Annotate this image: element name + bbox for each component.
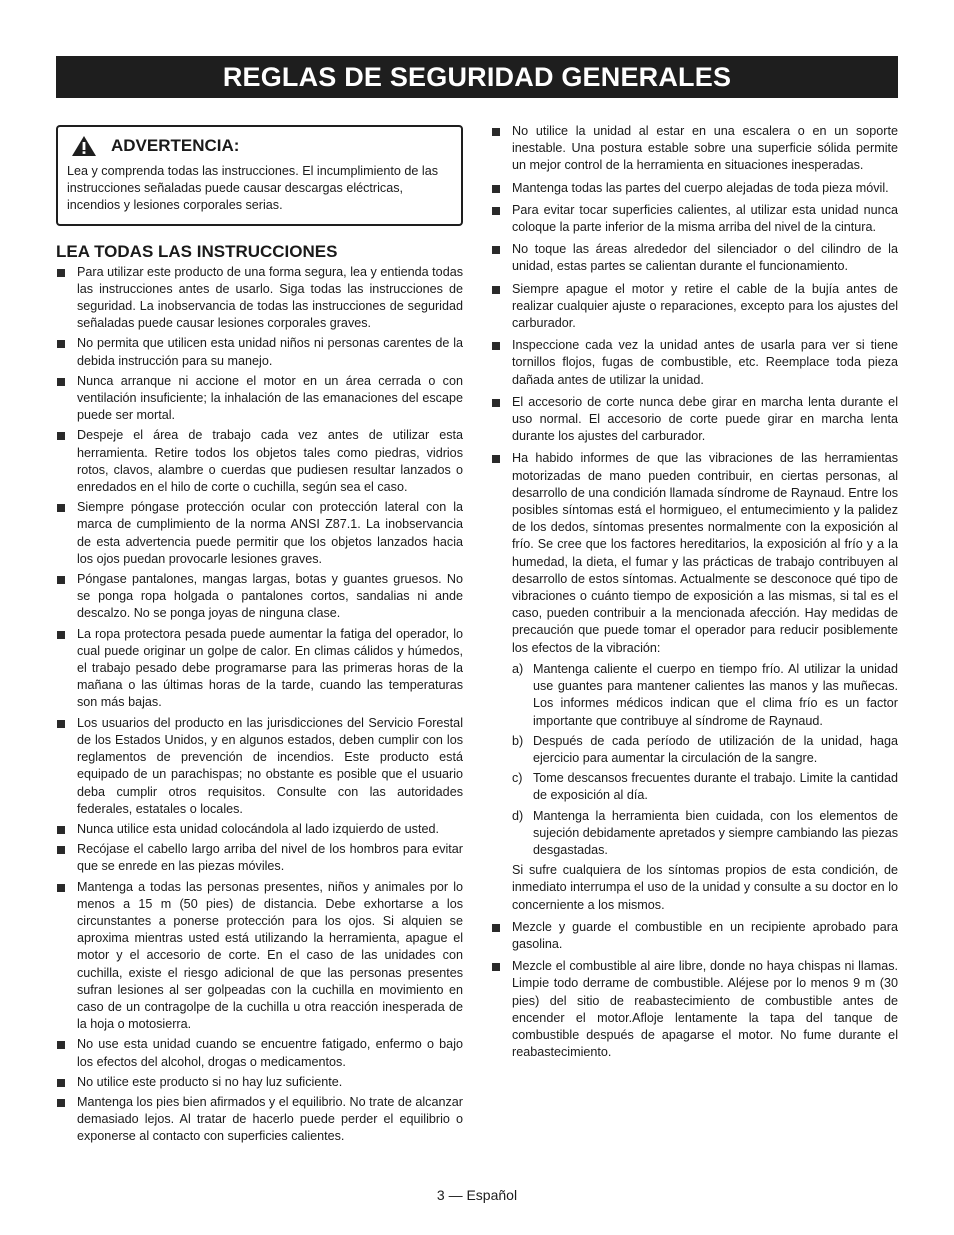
warning-text: Lea y comprenda todas las instrucciones. El incumplimiento de las instrucciones señaladas puede causar descargas eléctricas, incendios y lesiones corporales serias. <box>67 164 439 213</box>
sub-item-label: b) <box>512 733 524 748</box>
sub-list-item <box>512 733 898 767</box>
list-item: La ropa protectora pesada puede aumentar la fatiga del operador, lo cual puede originar un golpe de calor. En climas cálidos y húmedos, el trabajo pesado debe programarse para las primeras horas de la mañana o las últimas horas de la tarde, cuando las temperaturas son más bajas. <box>56 626 463 712</box>
sub-item-text: Después de cada período de utilización de la unidad, haga ejercicio para aumentar la circulación de la sangre. <box>533 733 898 765</box>
sub-list-item <box>512 808 898 860</box>
left-column <box>56 125 463 1149</box>
list-item: Los usuarios del producto en las jurisdicciones del Servicio Forestal de los Estados Unidos, y en algunos estados, deben cumplir con los reglamentos de prevención de incendios. Este producto está equipado de un parachispas; no obstante es posible que el usuario deba cumplir otros requisitos. Consulte con las autoridades federales, estatales o locales. <box>56 715 463 818</box>
list-item: Despeje el área de trabajo cada vez antes de utilizar esta herramienta. Retire todos los objetos tales como piedras, vidrios rotos, clavos, alambre o cuerdas que pudiesen resultar lanzados o enredados en el hilo de corte o cuchilla, según sea el caso. <box>56 427 463 496</box>
left-bullet-list <box>56 264 463 1146</box>
vibration-closing: Si sufre cualquiera de los síntomas propios de esta condición, de inmediato interrumpa el uso de la unidad y consulte a su doctor en lo concerniente a los mismos. <box>512 863 898 912</box>
sub-item-label: d) <box>512 808 524 823</box>
section-heading: LEA TODAS LAS INSTRUCCIONES <box>56 241 338 261</box>
list-item: Mantenga todas las partes del cuerpo alejadas de toda pieza móvil. <box>491 180 898 197</box>
list-item: Recójase el cabello largo arriba del nivel de los hombros para evitar que se enrede en las piezas móviles. <box>56 841 463 875</box>
vibration-list <box>491 450 898 913</box>
sub-item-label: c) <box>512 771 523 786</box>
sub-item-text: Tome descansos frecuentes durante el trabajo. Limite la cantidad de exposición al día. <box>533 771 898 803</box>
list-item: No toque las áreas alrededor del silenciador o del cilindro de la unidad, estas partes se calientan durante el funcionamiento. <box>491 241 898 275</box>
list-item: Nunca utilice esta unidad colocándola al lado izquierdo de usted. <box>56 821 463 838</box>
list-item: Nunca arranque ni accione el motor en un área cerrada o con ventilación insuficiente; la inhalación de las emanaciones del escape puede ser mortal. <box>56 373 463 425</box>
page-footer: 3 — Español <box>436 1187 518 1203</box>
list-item: No permita que utilicen esta unidad niños ni personas carentes de la debida instrucción para su manejo. <box>56 335 463 369</box>
list-item: Póngase pantalones, mangas largas, botas y guantes gruesos. No se ponga ropa holgada o pantalones cortos, sandalias ni ande descalzo. No se ponga joyas de ninguna clase. <box>56 571 463 623</box>
list-item: Siempre póngase protección ocular con protección lateral con la marca de cumplimiento de la norma ANSI Z87.1. La inobservancia de esta advertencia puede permitir que los objetos lanzados hacia los ojos puedan provocarle lesiones graves. <box>56 499 463 568</box>
right-bullet-list-b <box>491 919 898 1062</box>
list-item: No utilice este producto si no hay luz suficiente. <box>56 1074 463 1091</box>
right-column <box>491 123 898 1066</box>
sub-list-item <box>512 770 898 804</box>
warning-box <box>56 125 463 226</box>
warning-triangle-icon <box>71 135 97 157</box>
sub-item-text: Mantenga caliente el cuerpo en tiempo frío. Al utilizar la unidad use guantes para mantener calientes las manos y las muñecas. Los informes médicos indican que el clima frío es un factor importante que contribuye al síndrome de Raynaud. <box>533 661 898 728</box>
page-title: REGLAS DE SEGURIDAD GENERALES <box>56 56 898 98</box>
sub-item-label: a) <box>512 661 524 676</box>
list-item: No use esta unidad cuando se encuentre fatigado, enfermo o bajo los efectos del alcohol, drogas o medicamentos. <box>56 1036 463 1070</box>
warning-header <box>67 135 452 157</box>
list-item-vibration <box>491 450 898 913</box>
list-item: Inspeccione cada vez la unidad antes de usarla para ver si tiene tornillos flojos, fugas de combustible, etc. Reemplace toda pieza dañada antes de utilizar la unidad. <box>491 337 898 389</box>
list-item: Mantenga a todas las personas presentes, niños y animales por lo menos a 15 m (50 pies) de distancia. Debe exhortarse a los circunstantes a ponerse protección para los ojos. Si alquien se aproxima mientras usted está utilizando la herramienta, apague el motor y el accesorio de corte. En el caso de las unidades con cuchilla, existe el riesgo adicional de que las personas presentes sufran lesiones al ser golpeadas con la cuchilla en movimiento en caso de un contragolpe de la cuchilla u otra reacción inesperada de la hoja o motosierra. <box>56 879 463 1034</box>
list-item: No utilice la unidad al estar en una escalera o en un soporte inestable. Una postura estable sobre una superficie sólida permite un mejor control de la herramienta en situaciones inesperadas. <box>491 123 898 175</box>
right-bullet-list-a <box>491 123 898 445</box>
list-item: Para evitar tocar superficies calientes, al utilizar esta unidad nunca coloque la parte inferior de la misma arriba del nivel de la cintura. <box>491 202 898 236</box>
vibration-text: Ha habido informes de que las vibraciones de las herramientas motorizadas de mano pueden contribuir, en ciertas personas, al desarrollo de una condición llamada síndrome de Raynaud. Entre los posibles síntomas está el hormigueo, el entumecimiento y la palidez de los dedos, síntomas presentes normalmente con la exposición al frío. Se cree que los factores hereditarios, la exposición al frío y a la humedad, la dieta, el fumar y las prácticas de trabajo contribuyen al desarrollo de estos síntomas. Actualmente se desconoce qué tipo de vibraciones o cuánto tiempo de exposición a las mismas, si tal es el caso, pueden contribuir a la mencionada afección. Hay medidas de precaución que puede tomar el operador para reducir posiblemente los efectos de la vibración: <box>512 451 898 655</box>
list-item: Mantenga los pies bien afirmados y el equilibrio. No trate de alcanzar demasiado lejos. Al tratar de hacerlo puede perder el equilibrio o exponerse al contacto con superficies calientes. <box>56 1094 463 1146</box>
list-item: Para utilizar este producto de una forma segura, lea y entienda todas las instrucciones antes de usarlo. Siga todas las instrucciones de seguridad. La inobservancia de todas las instrucciones de seguridad señaladas puede causar lesiones corporales graves. <box>56 264 463 333</box>
list-item: Mezcle el combustible al aire libre, donde no haya chispas ni llamas. Limpie todo derrame de combustible. Aléjese por lo menos 9 m (30 pies) del sitio de reabastecimiento de combustible antes de encender el motor.Afloje lentamente la tapa del tanque de combustible después de apagarse el motor. No fume durante el reabastecimiento. <box>491 958 898 1061</box>
sub-list-item <box>512 661 898 730</box>
warning-title: ADVERTENCIA: <box>111 136 240 156</box>
vibration-sublist <box>512 661 898 859</box>
list-item: Siempre apague el motor y retire el cable de la bujía antes de realizar cualquier ajuste o reparaciones, excepto para los ajustes del carburador. <box>491 281 898 333</box>
sub-item-text: Mantenga la herramienta bien cuidada, con los elementos de sujeción debidamente apretados y siempre cambiando las piezas desgastadas. <box>533 808 898 857</box>
list-item: El accesorio de corte nunca debe girar en marcha lenta durante el uso normal. El accesorio de corte puede girar en marcha lenta durante los ajustes del carburador. <box>491 394 898 446</box>
list-item: Mezcle y guarde el combustible en un recipiente aprobado para gasolina. <box>491 919 898 953</box>
